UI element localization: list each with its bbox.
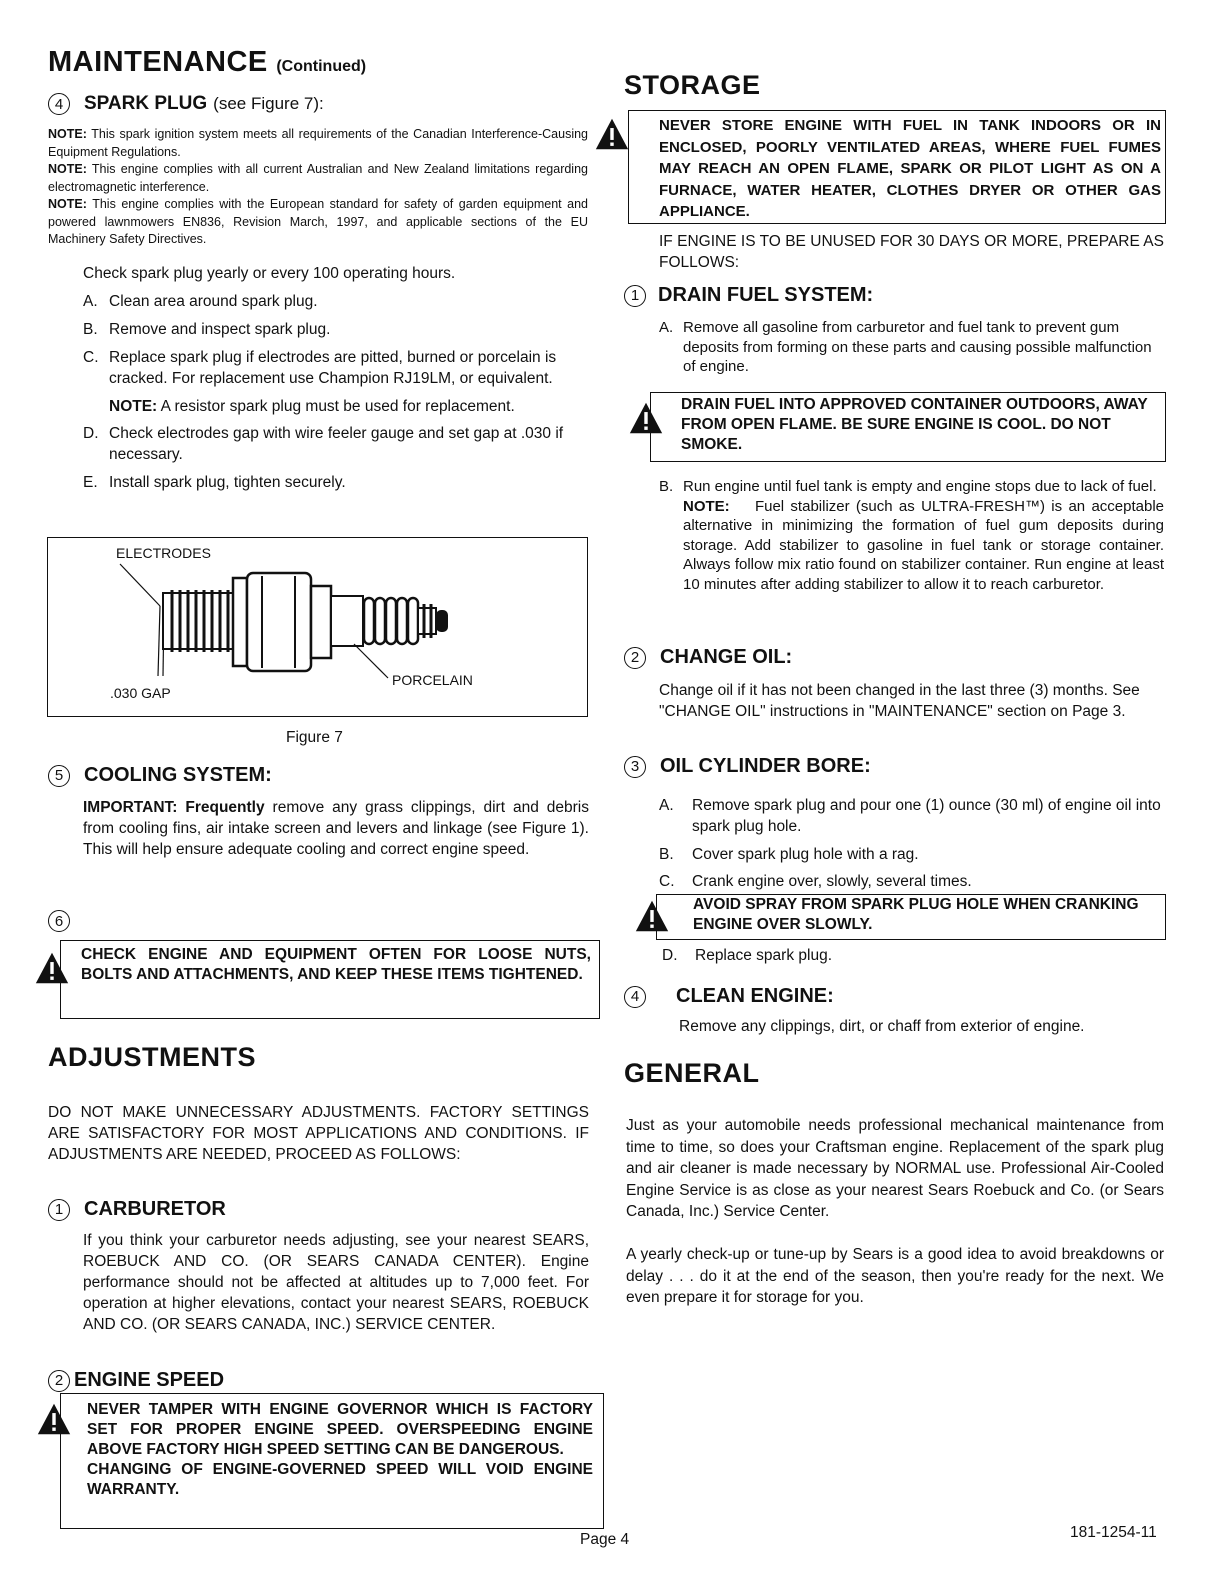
drain-fuel-heading [624, 284, 873, 307]
governor-warning: NEVER TAMPER WITH ENGINE GOVERNOR WHICH IS FACTORY SET FOR PROPER ENGINE SPEED. OVERSPEEDING ENGINE ABOVE FACTORY HIGH SPEED SETTING CAN BE DANGEROUS. CHANGING OF ENGINE-GOVERNED SPEED WILL VOID ENGINE WARRANTY. [60, 1393, 604, 1529]
warning-icon [629, 401, 663, 435]
step-6-heading [48, 910, 84, 932]
drain-fuel-title: DRAIN FUEL SYSTEM: [658, 284, 874, 306]
figure-7-box [47, 537, 588, 717]
spark-steps [83, 291, 588, 493]
drain-fuel-warning: DRAIN FUEL INTO APPROVED CONTAINER OUTDOORS, AWAY FROM OPEN FLAME. BE SURE ENGINE IS COOL. DO NOT SMOKE. [650, 392, 1166, 462]
step-number-icon: 4 [624, 986, 646, 1008]
document-number: 181-1254-11 [1070, 1524, 1157, 1541]
step-number-icon: 2 [48, 1370, 70, 1392]
change-oil-title: CHANGE OIL: [660, 646, 793, 668]
list-item: A. Clean area around spark plug. [83, 293, 318, 310]
clean-engine-title: CLEAN ENGINE: [676, 985, 834, 1007]
storage-title: STORAGE [624, 70, 761, 100]
step-number-icon: 3 [624, 756, 646, 778]
spark-plug-illustration [48, 538, 587, 716]
step-number-icon: 2 [624, 647, 646, 669]
maintenance-heading [48, 46, 366, 79]
adjustments-intro: DO NOT MAKE UNNECESSARY ADJUSTMENTS. FACTORY SETTINGS ARE SATISFACTORY FOR MOST APPLICATIONS AND CONDITIONS. IF ADJUSTMENTS ARE NEEDED, PROCEED AS FOLLOWS: [48, 1104, 589, 1163]
carburetor-heading [48, 1198, 226, 1221]
warning-icon [595, 117, 629, 151]
cooling-title: COOLING SYSTEM: [84, 764, 272, 786]
spark-plug-ref: (see Figure 7): [213, 94, 324, 113]
step-number-icon: 1 [48, 1199, 70, 1221]
change-oil-heading [624, 646, 792, 669]
adjustments-title: ADJUSTMENTS [48, 1042, 257, 1072]
general-title: GENERAL [624, 1058, 760, 1088]
page-number: Page 4 [580, 1531, 630, 1548]
list-item: A. Remove spark plug and pour one (1) ounce (30 ml) of engine oil into spark plug hole. [659, 797, 1161, 835]
drain-step-a: A. Remove all gasoline from carburetor and fuel tank to prevent gum deposits from forming on these parts and causing possible malfunction of engine. [659, 319, 1152, 375]
spark-note: NOTE: This engine complies with all current Australian and New Zealand limitations regarding electromagnetic interference. [48, 162, 588, 194]
list-item: D. Check electrodes gap with wire feeler gauge and set gap at .030 if necessary. [83, 425, 564, 463]
warning-icon [635, 899, 669, 933]
step-number-icon: 1 [624, 285, 646, 307]
spark-note: NOTE: This engine complies with the European standard for safety of garden equipment and powered lawnmowers EN836, Revision March, 1997, and applicable sections of the EU Machinery Safety Directives. [48, 197, 589, 246]
cylinder-bore-heading [624, 755, 871, 778]
electrodes-label: ELECTRODES [116, 545, 211, 561]
change-oil-text: Change oil if it has not been changed in the last three (3) months. See "CHANGE OIL" instructions in "MAINTENANCE" section on Page 3. [659, 682, 1140, 720]
engine-speed-heading [48, 1369, 224, 1392]
carburetor-text: If you think your carburetor needs adjusting, see your nearest SEARS, ROEBUCK AND CO. (OR SEARS CANADA CENTER). Engine performance should not be affected at altitudes up to 7,000 feet. For operation at higher elevations, contact your nearest SEARS, ROEBUCK AND CO. (OR SEARS CANADA, INC.) SERVICE CENTER. [83, 1232, 589, 1333]
spark-check-text: Check spark plug yearly or every 100 operating hours. [83, 265, 456, 282]
warning-icon [37, 1402, 71, 1436]
maintenance-title: MAINTENANCE [48, 46, 268, 78]
step-number-icon: 5 [48, 765, 70, 787]
porcelain-label: PORCELAIN [392, 672, 473, 688]
figure-caption: Figure 7 [286, 729, 343, 746]
general-paragraph-2: A yearly check-up or tune-up by Sears is a good idea to avoid breakdowns or delay . . . do it at the end of the season, then you're ready for the next. We even prepare it for storage for you. [626, 1246, 1164, 1306]
warning-icon [35, 951, 69, 985]
maintenance-continued: (Continued) [276, 58, 367, 75]
cylinder-bore-steps [659, 795, 1164, 892]
engine-speed-title: ENGINE SPEED [74, 1369, 225, 1391]
drain-step-b: B. Run engine until fuel tank is empty and engine stops due to lack of fuel. NOTE: Fuel stabilizer (such as ULTRA-FRESH™) is an acceptable alternative in minimizing the formation of fuel gum deposits during storage. Add stabilizer to gasoline in fuel tank or storage container. Always follow mix ratio found on stabilizer container. Run engine at least 10 minutes after adding stabilizer to allow it to reach carburetor. [659, 478, 1164, 593]
general-paragraph-1: Just as your automobile needs professional mechanical maintenance from time to time, so does your Craftsman engine. Replacement of the spark plug and air cleaner is made necessary by NORMAL use. Professional Air-Cooled Engine Service is as close as your nearest Sears Roebuck and Co. (or Sears Canada, Inc.) Service Center. [626, 1117, 1164, 1220]
carburetor-title: CARBURETOR [84, 1198, 226, 1220]
clean-engine-heading [624, 985, 834, 1008]
step-number-icon: 6 [48, 910, 70, 932]
list-item: B. Cover spark plug hole with a rag. [659, 846, 919, 863]
spark-notes [48, 126, 588, 249]
resistor-note: NOTE: A resistor spark plug must be used for replacement. [109, 398, 515, 415]
loose-nuts-warning: CHECK ENGINE AND EQUIPMENT OFTEN FOR LOOSE NUTS, BOLTS AND ATTACHMENTS, AND KEEP THESE ITEMS TIGHTENED. [60, 940, 600, 1019]
list-item: C. Replace spark plug if electrodes are pitted, burned or porcelain is cracked. For replacement use Champion RJ19LM, or equivalent. [83, 349, 557, 387]
clean-engine-text: Remove any clippings, dirt, or chaff from exterior of engine. [679, 1018, 1085, 1035]
cooling-heading [48, 764, 272, 787]
list-item: C. Crank engine over, slowly, several times. [659, 873, 972, 890]
spark-plug-heading [48, 93, 324, 115]
cooling-text: IMPORTANT: Frequently remove any grass clippings, dirt and debris from cooling fins, air intake screen and levers and linkage (see Figure 1). This will help ensure adequate cooling and correct engine speed. [83, 799, 589, 858]
spray-warning: AVOID SPRAY FROM SPARK PLUG HOLE WHEN CRANKING ENGINE OVER SLOWLY. [656, 894, 1166, 940]
cylinder-bore-title: OIL CYLINDER BORE: [660, 755, 871, 777]
list-item: B. Remove and inspect spark plug. [83, 321, 331, 338]
step-number-icon: 4 [48, 93, 70, 115]
storage-warning: NEVER STORE ENGINE WITH FUEL IN TANK INDOORS OR IN ENCLOSED, POORLY VENTILATED AREAS, WHERE FUEL FUMES MAY REACH AN OPEN FLAME, SPARK OR PILOT LIGHT AS ON A FURNACE, WATER HEATER, CLOTHES DRYER OR OTHER GAS APPLIANCE. [628, 110, 1166, 224]
spark-note: NOTE: This spark ignition system meets all requirements of the Canadian Interference-Causing Equipment Regulations. [48, 127, 588, 159]
cylinder-bore-step-d: D. Replace spark plug. [662, 947, 832, 964]
spark-plug-title: SPARK PLUG [84, 93, 208, 114]
gap-label: .030 GAP [110, 685, 171, 701]
unused-text: IF ENGINE IS TO BE UNUSED FOR 30 DAYS OR MORE, PREPARE AS FOLLOWS: [659, 233, 1164, 271]
list-item: E. Install spark plug, tighten securely. [83, 474, 346, 491]
